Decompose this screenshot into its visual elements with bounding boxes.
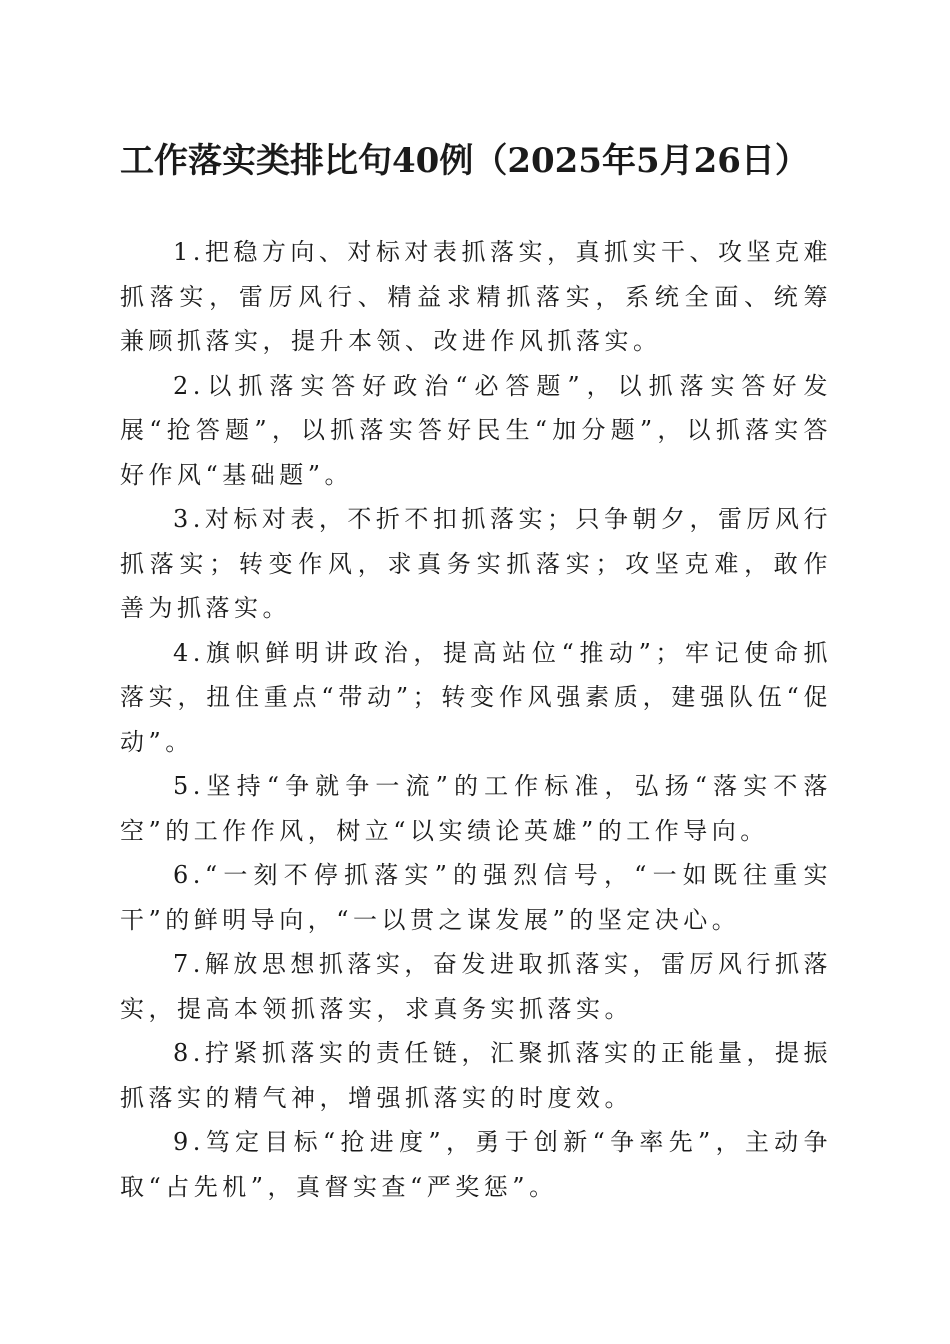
paragraph-9: 9.笃定目标“抢进度”，勇于创新“争率先”，主动争取“占先机”，真督实查“严奖惩”。 xyxy=(120,1128,832,1201)
document-title: 工作落实类排比句40例（2025年5月26日） xyxy=(120,141,809,181)
paragraph-1: 1.把稳方向、对标对表抓落实，真抓实干、攻坚克难抓落实，雷厉风行、精益求精抓落实，系统全面、统筹兼顾抓落实，提升本领、改进作风抓落实。 xyxy=(120,238,832,355)
paragraph-3: 3.对标对表，不折不扣抓落实；只争朝夕，雷厉风行抓落实；转变作风，求真务实抓落实；攻坚克难，敢作善为抓落实。 xyxy=(120,505,832,622)
paragraph-4: 4.旗帜鲜明讲政治，提高站位“推动”；牢记使命抓落实，扭住重点“带动”；转变作风强素质，建强队伍“促动”。 xyxy=(120,638,832,756)
paragraph-6: 6.“一刻不停抓落实”的强烈信号，“一如既往重实干”的鲜明导向，“一以贯之谋发展”的坚定决心。 xyxy=(120,861,832,934)
paragraph-5: 5.坚持“争就争一流”的工作标准，弘扬“落实不落空”的工作作风，树立“以实绩论英雄”的工作导向。 xyxy=(120,772,832,845)
paragraph-2: 2.以抓落实答好政治“必答题”，以抓落实答好发展“抢答题”，以抓落实答好民生“加分题”，以抓落实答好作风“基础题”。 xyxy=(120,371,832,489)
paragraph-7: 7.解放思想抓落实，奋发进取抓落实，雷厉风行抓落实，提高本领抓落实，求真务实抓落实。 xyxy=(120,950,832,1023)
paragraph-8: 8.拧紧抓落实的责任链，汇聚抓落实的正能量，提振抓落实的精气神，增强抓落实的时度效。 xyxy=(120,1039,832,1112)
document-body xyxy=(120,230,832,1209)
